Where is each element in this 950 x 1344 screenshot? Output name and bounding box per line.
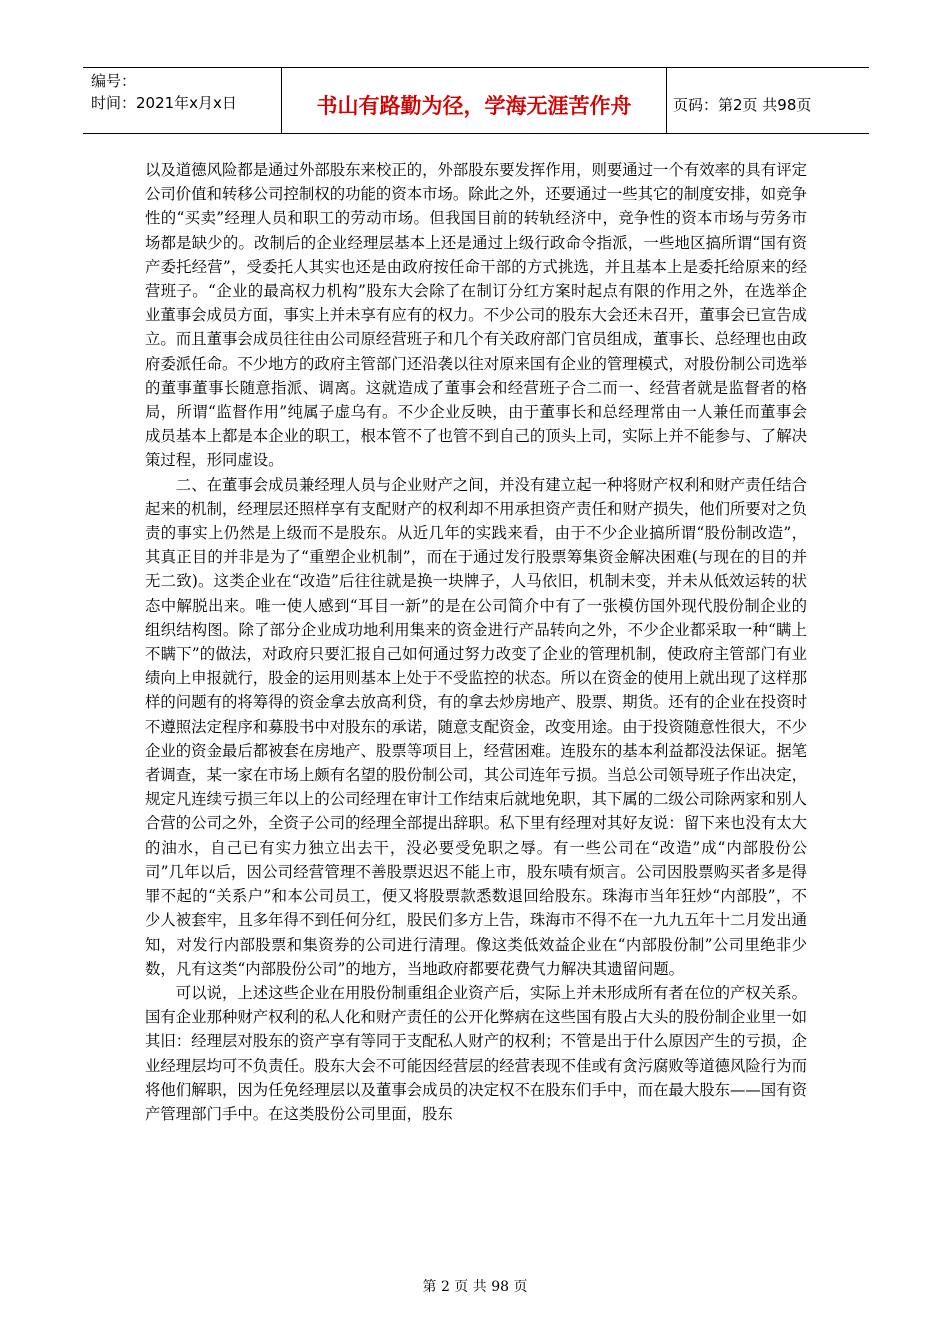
document-body	[145, 158, 807, 1126]
paragraph: 可以说，上述这些企业在用股份制重组企业资产后，实际上并未形成所有者在位的产权关系。国有企业那种财产权利的私人化和财产责任的公开化弊病在这些国有股占大头的股份制企业里一如其旧：经理层对股东的资产享有等同于支配私人财产的权利；不管是出于什么原因产生的亏损，企业经理层均可不负责任。股东大会不可能因经营层的经营表现不佳或有贪污腐败等道德风险行为而将他们解职，因为任免经理层以及董事会成员的决定权不在股东们手中，而在最大股东——国有资产管理部门手中。在这类股份公司里面，股东	[145, 983, 807, 1123]
document-number: 编号：	[91, 72, 137, 90]
header-motto: 书山有路勤为径，学海无涯苦作舟	[281, 67, 667, 134]
header-page-info: 页码：第2页 共98页	[667, 67, 869, 134]
paragraph: 二、在董事会成员兼经理人员与企业财产之间，并没有建立起一种将财产权利和财产责任结合起来的机制，经理层还照样享有支配财产的权利却不用承担资产责任和财产损失，他们所要对之负责的事实上仍然是上级而不是股东。从近几年的实践来看，由于不少企业搞所谓“股份制改造”，其真正目的并非是为了“重塑企业机制”，而在于通过发行股票筹集资金解决困难(与现在的目的并无二致)。这类企业在“改造”后往往就是换一块牌子，人马依旧，机制未变，并未从低效运转的状态中解脱出来。唯一使人感到“耳目一新”的是在公司简介中有了一张模仿国外现代股份制企业的组织结构图。除了部分企业成功地利用集来的资金进行产品转向之外，不少企业都采取一种“瞒上不瞒下”的做法，对政府只要汇报自己如何通过努力改变了企业的管理机制，使政府主管部门有业绩向上申报就行，股金的运用则基本上处于不受监控的状态。所以在资金的使用上就出现了这样那样的问题有的将筹得的资金拿去放高利贷，有的拿去炒房地产、股票、期货。还有的企业在投资时不遵照法定程序和募股书中对股东的承诺，随意支配资金，改变用途。由于投资随意性很大，不少企业的资金最后都被套在房地产、股票等项目上，经营困难。连股东的基本利益都没法保证。据笔者调查，某一家在市场上颇有名望的股份制公司，其公司连年亏损。当总公司领导班子作出决定，规定凡连续亏损三年以上的公司经理在审计工作结束后就地免职，其下属的二级公司除两家和别人合营的公司之外，全资子公司的经理全部提出辞职。私下里有经理对其好友说：留下来也没有太大的油水，自己已有实力独立出去干，没必要受免职之辱。有一些公司在“改造”成“内部股份公司”几年以后，因公司经营管理不善股票迟迟不能上市，股东啧有烦言。公司因股票购买者多是得罪不起的“关系户”和本公司员工，便又将股票款悉数退回给股东。珠海市当年狂炒“内部股”，不少人被套牢，且多年得不到任何分红，股民们多方上告，珠海市不得不在一九九五年十二月发出通知，对发行内部股票和集资券的公司进行清理。像这类低效益企业在“内部股份制”公司里绝非少数，凡有这类“内部股份公司”的地方，当地政府都要花费气力解决其遗留问题。	[145, 475, 807, 978]
page-footer: 第 2 页 共 98 页	[422, 1279, 528, 1295]
document-time: 时间：2021年x月x日	[91, 94, 237, 112]
page-header	[83, 67, 869, 134]
header-meta	[83, 67, 281, 134]
paragraph: 以及道德风险都是通过外部股东来校正的，外部股东要发挥作用，则要通过一个有效率的具有评定公司价值和转移公司控制权的功能的资本市场。除此之外，还要通过一些其它的制度安排，如竞争性的“买卖”经理人员和职工的劳动市场。但我国目前的转轨经济中，竞争性的资本市场与劳务市场都是缺少的。改制后的企业经理层基本上还是通过上级行政命令指派，一些地区搞所谓“国有资产委托经营”，受委托人其实也还是由政府按任命干部的方式挑选，并且基本上是委托给原来的经营班子。“企业的最高权力机构”股东大会除了在制订分红方案时起点有限的作用之外，在选举企业董事会成员方面，事实上并未享有应有的权力。不少公司的股东大会还未召开，董事会已宣告成立。而且董事会成员往往由公司原经营班子和几个有关政府部门官员组成，董事长、总经理也由政府委派任命。不少地方的政府主管部门还沿袭以往对原来国有企业的管理模式，对股份制公司选举的董事董事长随意指派、调离。这就造成了董事会和经营班子合二而一、经营者就是监督者的格局，所谓“监督作用”纯属子虚乌有。不少企业反映，由于董事长和总经理常由一人兼任而董事会成员基本上都是本企业的职工，根本管不了也管不到自己的顶头上司，实际上并不能参与、了解决策过程，形同虚设。	[145, 161, 807, 470]
